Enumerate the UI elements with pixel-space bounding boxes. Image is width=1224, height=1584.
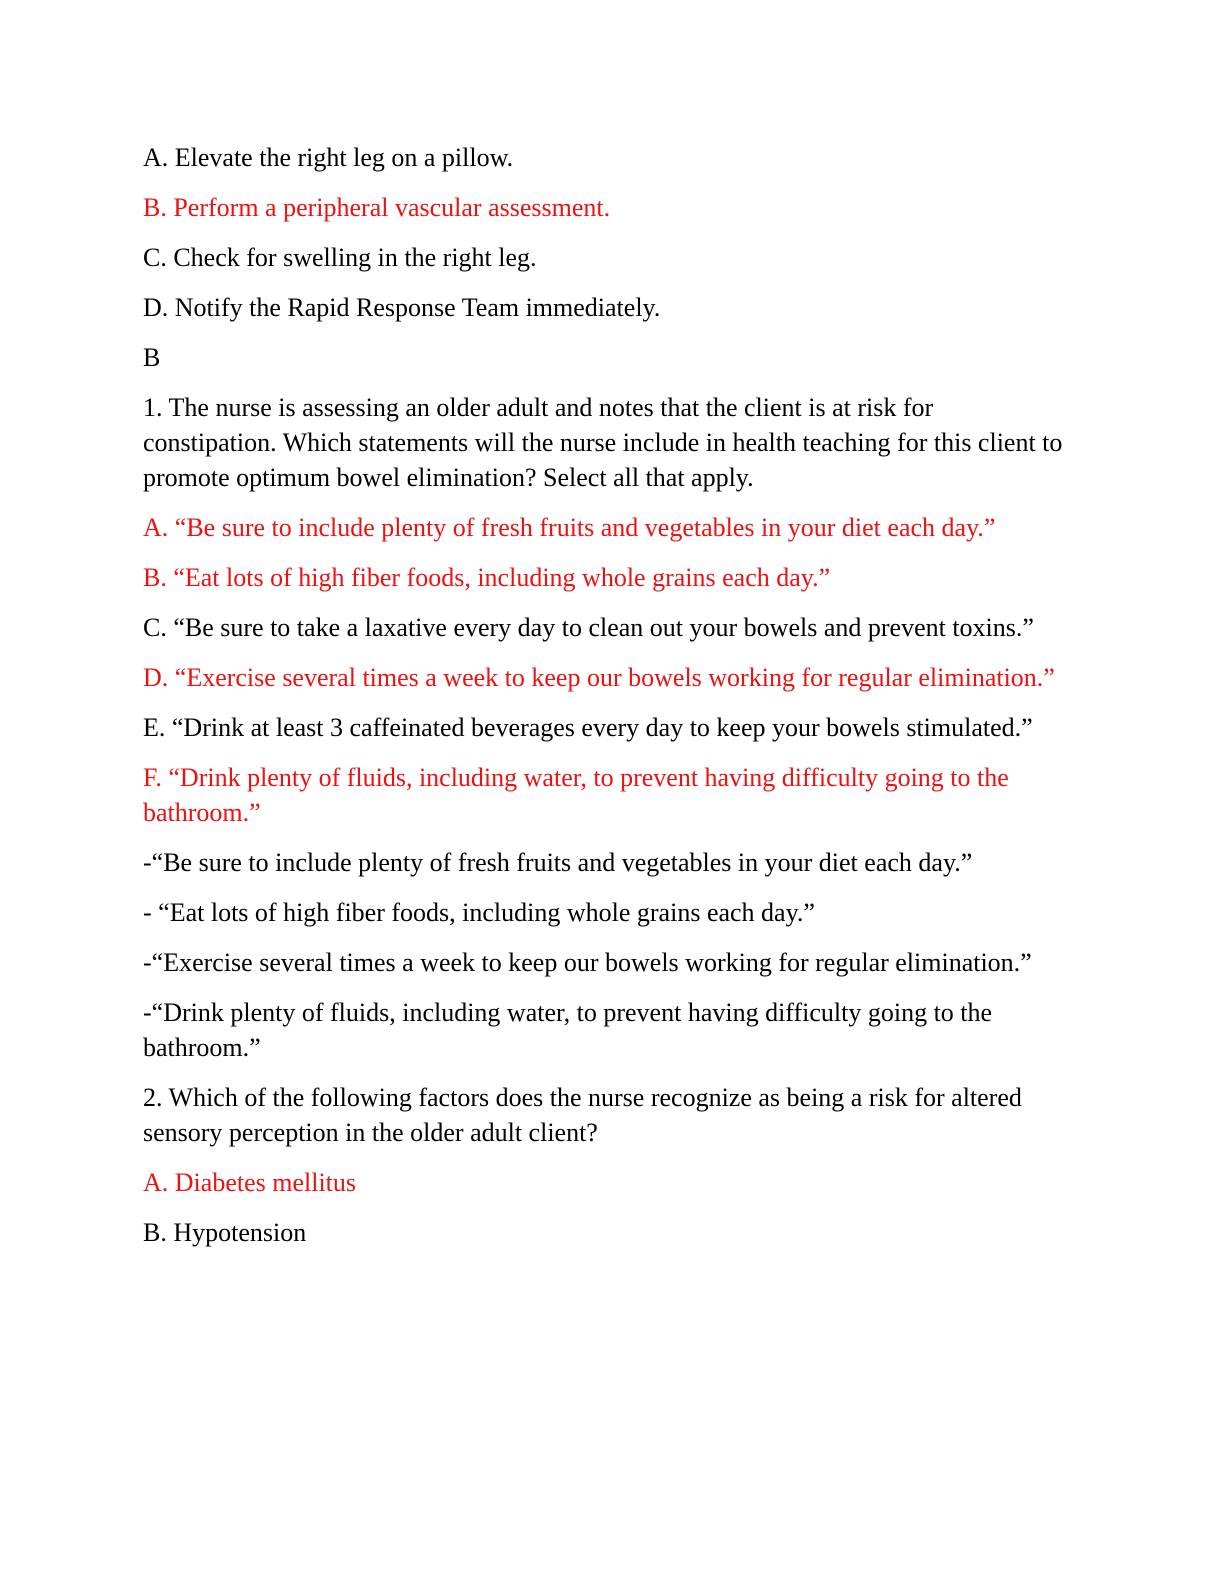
prev-option-a: A. Elevate the right leg on a pillow. [143,143,514,172]
q1-option-c: C. “Be sure to take a laxative every day to clean out your bowels and prevent toxins.” [143,613,1034,642]
document-body [143,140,1068,1265]
q1-answer-2: - “Eat lots of high fiber foods, including whole grains each day.” [143,898,815,927]
q1-option-a: A. “Be sure to include plenty of fresh fruits and vegetables in your diet each day.” [143,513,996,542]
prev-answer: B [143,343,161,372]
question-2-stem: 2. Which of the following factors does the nurse recognize as being a risk for altered sensory perception in the older adult client? [143,1083,1022,1147]
q1-option-f: F. “Drink plenty of fluids, including water, to prevent having difficulty going to the bathroom.” [143,763,1009,827]
q2-option-a: A. Diabetes mellitus [143,1168,357,1197]
q1-option-b: B. “Eat lots of high fiber foods, including whole grains each day.” [143,563,831,592]
q1-option-e: E. “Drink at least 3 caffeinated beverages every day to keep your bowels stimulated.” [143,713,1033,742]
prev-option-d: D. Notify the Rapid Response Team immediately. [143,293,661,322]
question-1-stem: 1. The nurse is assessing an older adult and notes that the client is at risk for constipation. Which statements will the nurse include in health teaching for this client to promote optimum bowel elimination? Select all that apply. [143,393,1063,492]
q1-answer-1: -“Be sure to include plenty of fresh fruits and vegetables in your diet each day.” [143,848,973,877]
prev-option-c: C. Check for swelling in the right leg. [143,243,537,272]
q1-option-d: D. “Exercise several times a week to keep our bowels working for regular elimination.” [143,663,1055,692]
q1-answer-3: -“Exercise several times a week to keep our bowels working for regular elimination.” [143,948,1032,977]
q1-answer-4: -“Drink plenty of fluids, including water, to prevent having difficulty going to the bathroom.” [143,998,993,1062]
prev-option-b-correct: B. Perform a peripheral vascular assessment. [143,193,611,222]
q2-option-b: B. Hypotension [143,1218,307,1247]
